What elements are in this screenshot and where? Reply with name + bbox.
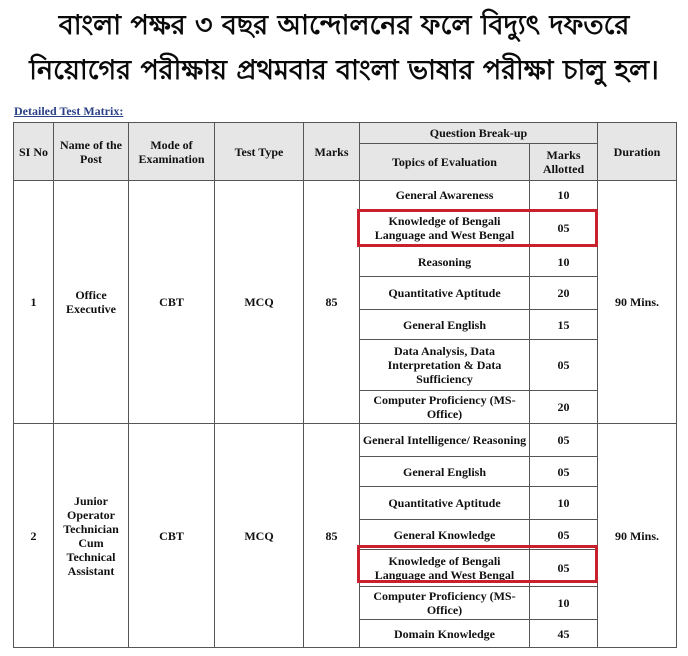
header-marks-allotted: Marks Allotted <box>530 144 598 181</box>
header-marks: Marks <box>304 123 360 181</box>
topic-cell: General Intelligence/ Reasoning <box>360 424 530 457</box>
mode-cell: CBT <box>129 424 215 648</box>
table-row <box>14 181 677 210</box>
table-row <box>14 424 677 457</box>
topic-marks-cell: 15 <box>530 310 598 340</box>
topic-marks-cell: 20 <box>530 277 598 310</box>
marks-cell: 85 <box>304 181 360 424</box>
post-name-cell: Office Executive <box>54 181 129 424</box>
marks-cell: 85 <box>304 424 360 648</box>
topic-cell: General English <box>360 457 530 487</box>
header-test-type: Test Type <box>215 123 304 181</box>
header-sl-no: SI No <box>14 123 54 181</box>
topic-marks-cell: 20 <box>530 391 598 424</box>
highlight-box-bengali-1 <box>357 209 598 247</box>
topic-marks-cell: 05 <box>530 424 598 457</box>
duration-cell: 90 Mins. <box>598 424 677 648</box>
topic-marks-cell: 05 <box>530 210 598 247</box>
sl-no-cell: 2 <box>14 424 54 648</box>
header-mode: Mode of Examination <box>129 123 215 181</box>
header-duration: Duration <box>598 123 677 181</box>
sl-no-cell: 1 <box>14 181 54 424</box>
topic-cell: Quantitative Aptitude <box>360 487 530 520</box>
matrix-title: Detailed Test Matrix: <box>14 104 124 118</box>
duration-cell: 90 Mins. <box>598 181 677 424</box>
header-question-breakup: Question Break-up <box>360 123 598 144</box>
test-type-cell: MCQ <box>215 181 304 424</box>
topic-marks-cell: 10 <box>530 487 598 520</box>
topic-cell: General English <box>360 310 530 340</box>
topic-cell: Computer Proficiency (MS-Office) <box>360 587 530 620</box>
topic-marks-cell: 05 <box>530 520 598 550</box>
topic-cell: Reasoning <box>360 247 530 277</box>
topic-marks-cell: 10 <box>530 181 598 210</box>
headline-line-1: বাংলা পক্ষর ৩ বছর আন্দোলনের ফলে বিদ্যুৎ দফতরে <box>58 10 630 41</box>
topic-cell: Knowledge of Bengali Language and West Bengal <box>360 210 530 247</box>
topic-cell: Knowledge of Bengali Language and West Bengal <box>360 550 530 587</box>
headline-line-2: নিয়োগের পরীক্ষায় প্রথমবার বাংলা ভাষার পরীক্ষা চালু হল। <box>29 55 659 86</box>
test-type-cell: MCQ <box>215 424 304 648</box>
topic-marks-cell: 10 <box>530 587 598 620</box>
topic-cell: General Knowledge <box>360 520 530 550</box>
topic-marks-cell: 05 <box>530 550 598 587</box>
header-topics: Topics of Evaluation <box>360 144 530 181</box>
topic-marks-cell: 10 <box>530 247 598 277</box>
highlight-box-bengali-2 <box>357 545 598 583</box>
topic-marks-cell: 45 <box>530 620 598 648</box>
topic-cell: Data Analysis, Data Interpretation & Data Sufficiency <box>360 340 530 391</box>
topic-cell: Domain Knowledge <box>360 620 530 648</box>
topic-marks-cell: 05 <box>530 340 598 391</box>
header-post-name: Name of the Post <box>54 123 129 181</box>
topic-cell: Quantitative Aptitude <box>360 277 530 310</box>
post-name-cell: Junior Operator Technician Cum Technical Assistant <box>54 424 129 648</box>
topic-cell: General Awareness <box>360 181 530 210</box>
mode-cell: CBT <box>129 181 215 424</box>
topic-marks-cell: 05 <box>530 457 598 487</box>
topic-cell: Computer Proficiency (MS-Office) <box>360 391 530 424</box>
